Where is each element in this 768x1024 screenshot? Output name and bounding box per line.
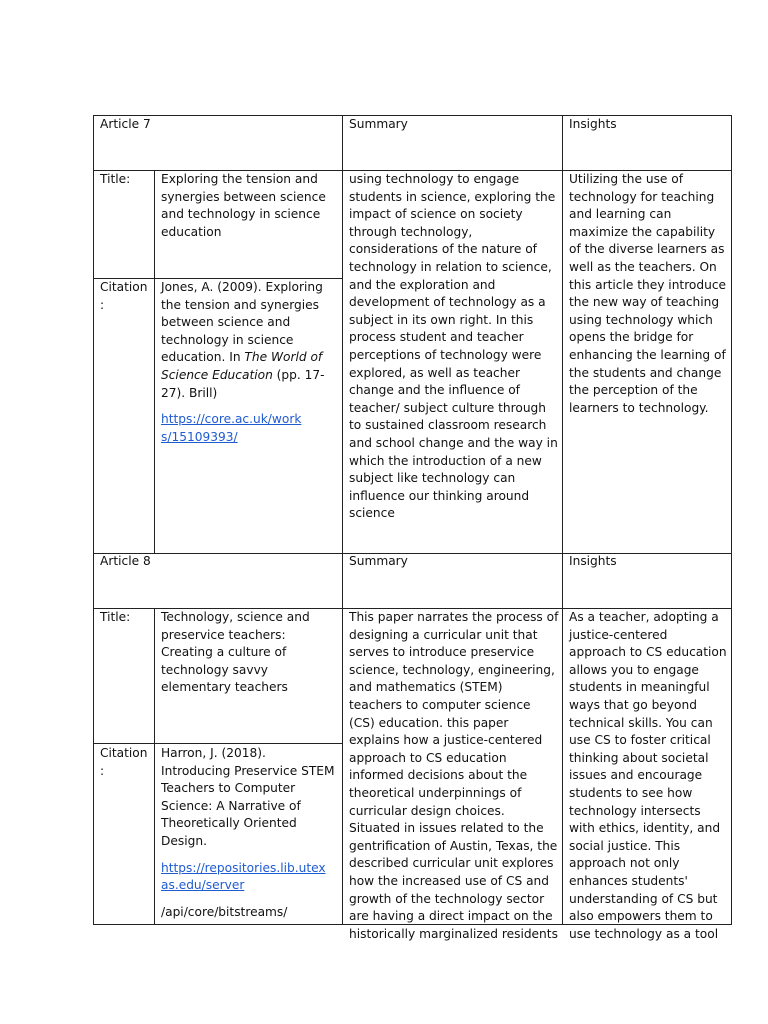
table-border-left [93,115,94,925]
article7-insights-text: Utilizing the use of technology for teaching and learning can maximize the capability of the diverse learners as well as the teachers. On this article they introduce the new way of teaching using technology which opens the bridge for enhancing the learning of the students and change the perception of the learners to technology. [569,172,727,415]
article8-citation-tail: /api/core/bitstreams/ [161,904,288,919]
article8-insights-header: Insights [569,554,617,568]
article8-title-label: Title: [100,610,131,624]
article8-citation-label [100,745,152,780]
article8-citation-link[interactable]: https://repositories.lib.utexas.edu/server [161,860,326,893]
article7-title-text: Exploring the tension and synergies between science and technology in science education [161,172,326,239]
summary-column-divider [342,115,343,925]
citation-label-line: Citation [100,746,148,760]
title8-bottom-line [93,743,343,744]
article8-citation [161,745,339,923]
article8-summary-text: This paper narrates the process of designing a curricular unit that serves to introduce preservice science, technology, engineering, and mathematics (STEM) teachers to computer science (CS) education. this paper explains how a justice-centered approach to CS education informed decisions about the theoretical underpinnings of curricular design choices. Situated in issues related to the gentrification of Austin, Texas, the described curricular unit explores how the increased use of CS and growth of the technology sector are having a direct impact on the historically marginalized residents [349,610,559,941]
article8-summary-header: Summary [349,554,408,568]
citation-book-title: The World of Science Education [161,350,323,382]
article7-title-label: Title: [100,172,131,186]
article7-insights-header: Insights [569,117,617,131]
article7-citation [161,279,339,446]
insights-column-divider [562,115,563,925]
article8-title-text: Technology, science and preservice teachers: Creating a culture of technology savvy elementary teachers [161,610,310,695]
article7-summary-header: Summary [349,117,408,131]
article7-header: Article 7 [100,117,151,131]
citation-plain-2: (pp. 17-27). Brill) [161,367,325,400]
article7-summary-text: using technology to engage students in science, exploring the impact of science on society through technology, considerations of the nature of technology in relation to science, and the exploration and development of technology as a subject in its own right. In this process student and teacher perceptions of technology were explored, as well as teacher change and the influence of teacher/ subject culture through to sustained classroom research and school change and the way in which the introduction of a new subject like technology can influence our thinking around science [349,172,558,521]
table-border-right [731,115,732,925]
article8-citation-text: Harron, J. (2018). Introducing Preservice STEM Teachers to Computer Science: A Narrative of Theoretically Oriented Design. [161,746,335,848]
article8-header: Article 8 [100,554,151,568]
article7-citation-text [161,279,339,402]
citation-label-line: Citation [100,280,148,294]
article8-insights-text: As a teacher, adopting a justice-centered approach to CS education allows you to engage students in meaningful ways that go beyond technical skills. You can use CS to foster critical thinking about societal issues and encourage students to see how technology intersects with ethics, identity, and social justice. This approach not only enhances students' understanding of CS but also empowers them to use technology as a tool [569,610,727,941]
label-divider-article7 [154,170,155,553]
article7-citation-link[interactable]: https://core.ac.uk/works/15109393/ [161,412,302,444]
citation-plain-1: Jones, A. (2009). Exploring the tension and synergies between science and technology in science education. In [161,280,323,365]
citation-label-colon: : [100,297,105,312]
label-divider-article8 [154,608,155,925]
article7-citation-label [100,279,152,314]
citation-label-colon: : [100,763,105,778]
